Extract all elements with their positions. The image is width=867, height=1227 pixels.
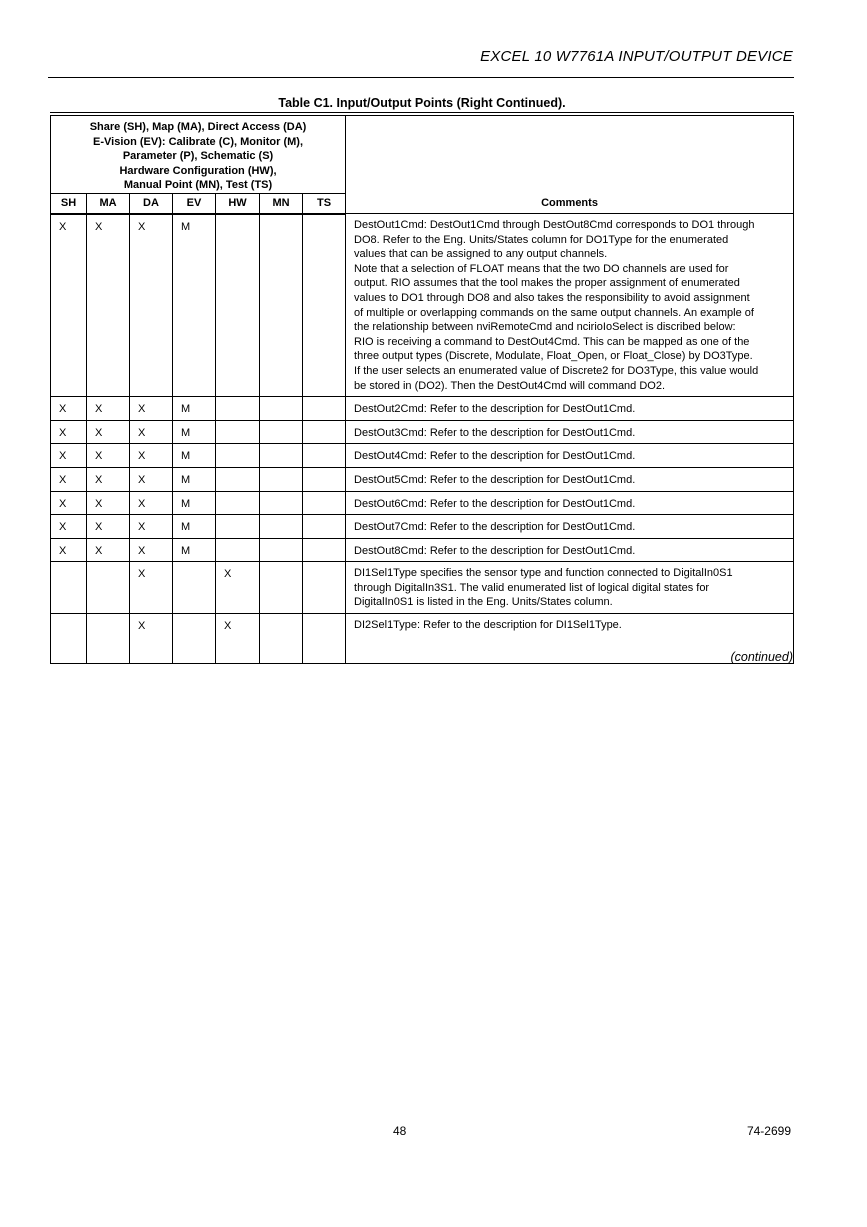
comment-cell	[346, 562, 794, 614]
comment-line: RIO is receiving a command to DestOut4Cmd. This can be mapped as one of the	[354, 335, 750, 348]
flag-cell-ma: X	[87, 444, 130, 468]
flag-cell-ev	[173, 614, 216, 664]
comment-line: values to DO1 through DO8 and also takes the responsibility to avoid assignment	[354, 291, 750, 304]
flag-cell-ts	[303, 214, 346, 397]
flag-cell-da: X	[130, 538, 173, 562]
flag-cell-hw	[216, 420, 260, 444]
access-group-header	[51, 116, 346, 194]
flag-cell-ts	[303, 397, 346, 421]
flag-cell-mn	[260, 515, 303, 539]
table-row	[51, 397, 794, 421]
flag-cell-sh: X	[51, 538, 87, 562]
flag-cell-da: X	[130, 515, 173, 539]
flag-cell-ev: M	[173, 538, 216, 562]
table-row	[51, 491, 794, 515]
comment-line: DI1Sel1Type specifies the sensor type and function connected to DigitalIn0S1	[354, 567, 733, 580]
flag-cell-ma: X	[87, 214, 130, 397]
flag-cell-hw	[216, 397, 260, 421]
comment-cell	[346, 491, 794, 515]
flag-cell-ts	[303, 562, 346, 614]
flag-cell-ma: X	[87, 515, 130, 539]
table-row	[51, 214, 794, 397]
document-header-title: EXCEL 10 W7761A INPUT/OUTPUT DEVICE	[480, 48, 793, 65]
group-header-line: Hardware Configuration (HW),	[119, 164, 277, 177]
flag-cell-da: X	[130, 614, 173, 664]
flag-cell-hw	[216, 538, 260, 562]
flag-cell-mn	[260, 420, 303, 444]
table-title-divider	[50, 112, 794, 113]
flag-cell-sh: X	[51, 467, 87, 491]
flag-cell-hw	[216, 467, 260, 491]
comment-cell	[346, 467, 794, 491]
flag-cell-hw	[216, 491, 260, 515]
comment-line: If the user selects an enumerated value of Discrete2 for DO3Type, this value would	[354, 364, 759, 377]
column-header-ts: TS	[303, 193, 346, 214]
flag-cell-ev: M	[173, 420, 216, 444]
flag-cell-da: X	[130, 467, 173, 491]
flag-cell-mn	[260, 614, 303, 664]
flag-cell-hw	[216, 444, 260, 468]
comment-line: DigitalIn0S1 is listed in the Eng. Units/States column.	[354, 596, 613, 609]
flag-cell-ma	[87, 562, 130, 614]
comment-line: values that can be assigned to any output channels.	[354, 248, 608, 261]
table-title: Table C1. Input/Output Points (Right Continued).	[278, 96, 566, 110]
column-header-mn: MN	[260, 193, 303, 214]
comment-line: DO8. Refer to the Eng. Units/States column for DO1Type for the enumerated	[354, 233, 729, 246]
flag-cell-ma: X	[87, 420, 130, 444]
flag-cell-ev: M	[173, 214, 216, 397]
flag-cell-ma: X	[87, 397, 130, 421]
comment-line: DestOut4Cmd: Refer to the description for DestOut1Cmd.	[354, 450, 636, 463]
flag-cell-ma	[87, 614, 130, 664]
comment-cell	[346, 614, 794, 664]
flag-cell-sh: X	[51, 214, 87, 397]
flag-cell-da: X	[130, 491, 173, 515]
comments-column-header: Comments	[346, 116, 794, 214]
flag-cell-mn	[260, 538, 303, 562]
comment-cell	[346, 515, 794, 539]
flag-cell-mn	[260, 562, 303, 614]
flag-cell-da: X	[130, 214, 173, 397]
flag-cell-hw: X	[216, 614, 260, 664]
flag-cell-sh	[51, 562, 87, 614]
group-header-line: E-Vision (EV): Calibrate (C), Monitor (M),	[93, 135, 304, 148]
column-header-ma: MA	[87, 193, 130, 214]
comment-line: DestOut5Cmd: Refer to the description for DestOut1Cmd.	[354, 473, 636, 486]
flag-cell-hw	[216, 515, 260, 539]
flag-cell-sh: X	[51, 491, 87, 515]
flag-cell-da: X	[130, 397, 173, 421]
comment-line: Note that a selection of FLOAT means that the two DO channels are used for	[354, 262, 729, 275]
document-number: 74-2699	[746, 1124, 791, 1138]
column-header-ev: EV	[173, 193, 216, 214]
group-header-line: Manual Point (MN), Test (TS)	[123, 179, 273, 191]
flag-cell-sh: X	[51, 444, 87, 468]
comment-line: DestOut6Cmd: Refer to the description for DestOut1Cmd.	[354, 497, 636, 510]
comment-cell	[346, 420, 794, 444]
flag-cell-ma: X	[87, 491, 130, 515]
flag-cell-sh: X	[51, 515, 87, 539]
column-header-hw: HW	[216, 193, 260, 214]
table-row	[51, 444, 794, 468]
table-row	[51, 467, 794, 491]
comment-line: through DigitalIn3S1. The valid enumerated list of logical digital states for	[354, 581, 710, 594]
flag-cell-ts	[303, 491, 346, 515]
table-row	[51, 562, 794, 614]
flag-cell-mn	[260, 214, 303, 397]
comment-line: output. RIO assumes that the tool makes the proper assignment of enumerated	[354, 277, 740, 290]
comment-line: DI2Sel1Type: Refer to the description for DI1Sel1Type.	[354, 619, 622, 632]
column-header-da: DA	[130, 193, 173, 214]
flag-cell-ev: M	[173, 397, 216, 421]
flag-cell-ts	[303, 444, 346, 468]
flag-cell-sh: X	[51, 420, 87, 444]
flag-cell-hw	[216, 214, 260, 397]
comment-cell	[346, 397, 794, 421]
comment-line: DestOut2Cmd: Refer to the description for DestOut1Cmd.	[354, 403, 636, 416]
comment-cell	[346, 214, 794, 397]
table-body	[51, 214, 794, 664]
table-row	[51, 614, 794, 664]
flag-cell-da: X	[130, 420, 173, 444]
flag-cell-da: X	[130, 444, 173, 468]
flag-cell-ev: M	[173, 491, 216, 515]
flag-cell-ts	[303, 515, 346, 539]
flag-cell-ts	[303, 614, 346, 664]
flag-cell-mn	[260, 467, 303, 491]
table-row	[51, 515, 794, 539]
flag-cell-mn	[260, 397, 303, 421]
comment-line: DestOut3Cmd: Refer to the description for DestOut1Cmd.	[354, 426, 636, 439]
group-header-line: Share (SH), Map (MA), Direct Access (DA)	[89, 121, 307, 133]
flag-cell-mn	[260, 491, 303, 515]
flag-cell-ev	[173, 562, 216, 614]
flag-cell-hw: X	[216, 562, 260, 614]
group-header-line: Parameter (P), Schematic (S)	[122, 150, 274, 162]
flag-cell-ev: M	[173, 467, 216, 491]
io-points-table	[50, 115, 794, 664]
page-number: 48	[393, 1124, 407, 1138]
header-divider	[48, 77, 794, 78]
flag-cell-ma: X	[87, 467, 130, 491]
table-row	[51, 538, 794, 562]
comment-line: DestOut8Cmd: Refer to the description for DestOut1Cmd.	[354, 544, 636, 557]
comment-line: the relationship between nviRemoteCmd and ncirioIoSelect is discribed below:	[354, 321, 736, 334]
flag-cell-mn	[260, 444, 303, 468]
flag-cell-ts	[303, 420, 346, 444]
flag-cell-ev: M	[173, 444, 216, 468]
flag-cell-ma: X	[87, 538, 130, 562]
comment-line: be stored in (DO2). Then the DestOut4Cmd will command DO2.	[354, 379, 666, 392]
continued-note: (continued)	[730, 650, 793, 664]
comment-line: of multiple or overlapping commands on the same output channels. An example of	[354, 306, 754, 319]
flag-cell-ts	[303, 538, 346, 562]
comment-line: three output types (Discrete, Modulate, Float_Open, or Float_Close) by DO3Type.	[354, 350, 753, 363]
flag-cell-ev: M	[173, 515, 216, 539]
comment-cell	[346, 538, 794, 562]
flag-cell-ts	[303, 467, 346, 491]
comment-line: DestOut1Cmd: DestOut1Cmd through DestOut8Cmd corresponds to DO1 through	[354, 219, 755, 231]
flag-cell-da: X	[130, 562, 173, 614]
comment-line: DestOut7Cmd: Refer to the description for DestOut1Cmd.	[354, 521, 636, 534]
table-row	[51, 420, 794, 444]
flag-cell-sh	[51, 614, 87, 664]
column-header-sh: SH	[51, 193, 87, 214]
flag-cell-sh: X	[51, 397, 87, 421]
comment-cell	[346, 444, 794, 468]
